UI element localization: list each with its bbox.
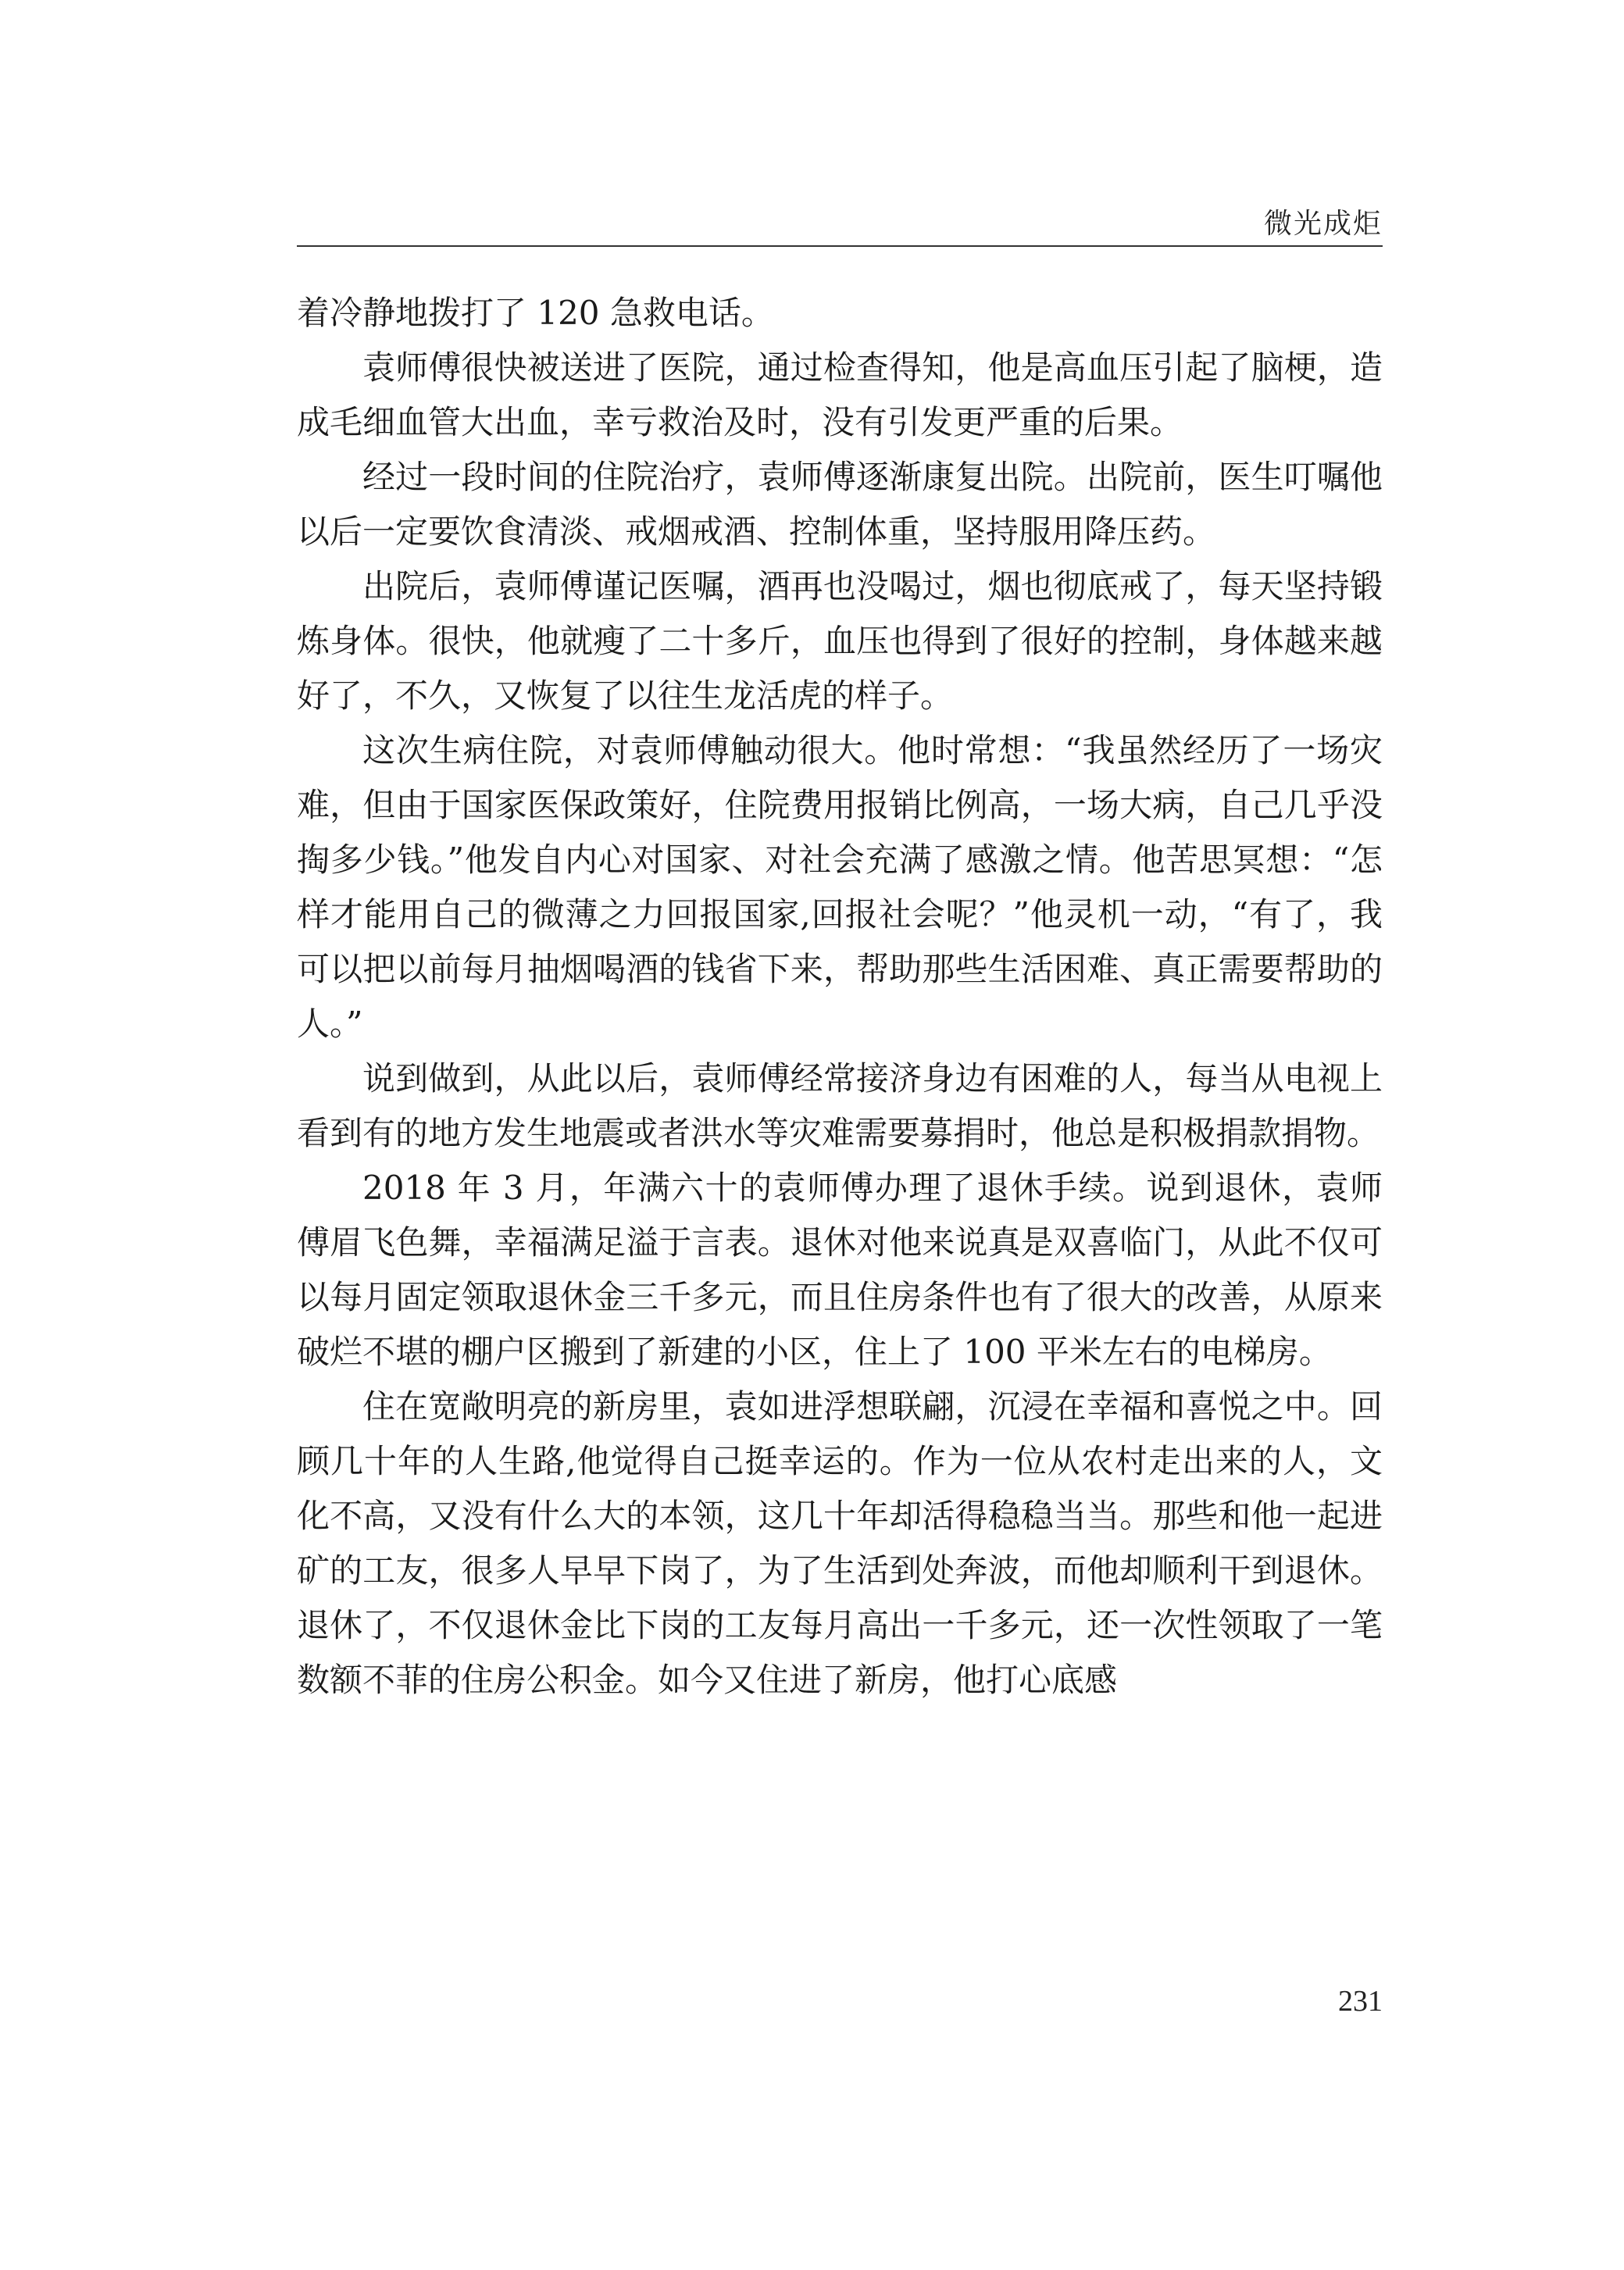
header-rule [297, 245, 1383, 247]
body-text [297, 286, 1383, 1708]
paragraph: 经过一段时间的住院治疗，袁师傅逐渐康复出院。出院前，医生叮嘱他以后一定要饮食清淡、戒烟戒酒、控制体重，坚持服用降压药。 [297, 458, 1383, 551]
paragraph: 说到做到，从此以后，袁师傅经常接济身边有困难的人，每当从电视上看到有的地方发生地震或者洪水等灾难需要募捐时，他总是积极捐款捐物。 [297, 1059, 1383, 1152]
paragraph: 2018 年 3 月，年满六十的袁师傅办理了退休手续。说到退休，袁师傅眉飞色舞，幸福满足溢于言表。退休对他来说真是双喜临门，从此不仅可以每月固定领取退休金三千多元，而且住房条件也有了很大的改善，从原来破烂不堪的棚户区搬到了新建的小区，住上了 100 平米左右的电梯房。 [297, 1169, 1383, 1371]
page-number: 231 [1338, 1985, 1383, 2018]
paragraph: 袁师傅很快被送进了医院，通过检查得知，他是高血压引起了脑梗，造成毛细血管大出血，幸亏救治及时，没有引发更严重的后果。 [297, 348, 1383, 441]
paragraph: 住在宽敞明亮的新房里，袁如进浮想联翩，沉浸在幸福和喜悦之中。回顾几十年的人生路,他觉得自己挺幸运的。作为一位从农村走出来的人，文化不高，又没有什么大的本领，这几十年却活得稳稳当当。那些和他一起进矿的工友，很多人早早下岗了，为了生活到处奔波，而他却顺利干到退休。退休了，不仅退休金比下岗的工友每月高出一千多元，还一次性领取了一笔数额不菲的住房公积金。如今又住进了新房，他打心底感 [297, 1387, 1383, 1699]
running-header-title: 微光成炬 [1263, 208, 1383, 240]
running-header [297, 202, 1383, 248]
paragraph: 出院后，袁师傅谨记医嘱，酒再也没喝过，烟也彻底戒了，每天坚持锻炼身体。很快，他就瘦了二十多斤，血压也得到了很好的控制，身体越来越好了，不久，又恢复了以往生龙活虎的样子。 [297, 567, 1383, 715]
paragraph: 着冷静地拨打了 120 急救电话。 [297, 294, 774, 332]
paragraph: 这次生病住院，对袁师傅触动很大。他时常想：“我虽然经历了一场灾难，但由于国家医保政策好，住院费用报销比例高，一场大病，自己几乎没掏多少钱。”他发自内心对国家、对社会充满了感激之情。他苦思冥想：“怎样才能用自己的微薄之力回报国家,回报社会呢？”他灵机一动，“有了，我可以把以前每月抽烟喝酒的钱省下来，帮助那些生活困难、真正需要帮助的人。” [297, 731, 1383, 1043]
